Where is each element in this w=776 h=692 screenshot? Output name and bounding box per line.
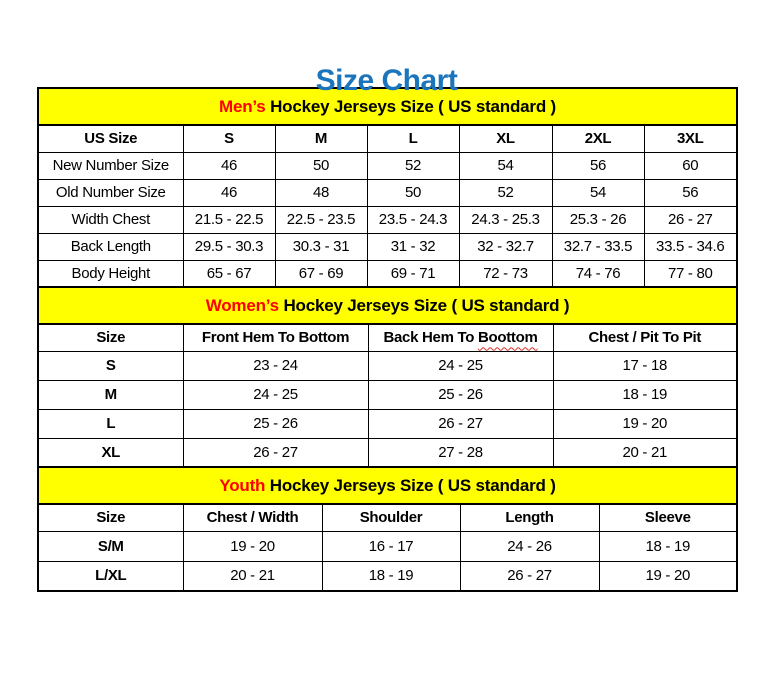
womens-value-cell: 17 - 18 xyxy=(553,351,737,380)
youth-col-header: Shoulder xyxy=(322,504,460,531)
mens-value-cell: 56 xyxy=(552,152,644,179)
mens-value-cell: 72 - 73 xyxy=(459,260,552,287)
mens-table xyxy=(37,87,738,288)
mens-value-cell: 22.5 - 23.5 xyxy=(275,206,367,233)
youth-value-cell: 26 - 27 xyxy=(460,561,599,591)
youth-value-cell: 20 - 21 xyxy=(183,561,322,591)
mens-value-cell: 54 xyxy=(459,152,552,179)
mens-row-label: Back Length xyxy=(38,233,183,260)
youth-col-header: Length xyxy=(460,504,599,531)
mens-value-cell: 48 xyxy=(275,179,367,206)
mens-value-cell: 24.3 - 25.3 xyxy=(459,206,552,233)
mens-value-cell: 67 - 69 xyxy=(275,260,367,287)
mens-value-cell: 56 xyxy=(644,179,737,206)
mens-value-cell: 54 xyxy=(552,179,644,206)
youth-value-cell: 16 - 17 xyxy=(322,531,460,561)
youth-col-header: Sleeve xyxy=(599,504,737,531)
womens-value-cell: 19 - 20 xyxy=(553,409,737,438)
mens-value-cell: 77 - 80 xyxy=(644,260,737,287)
womens-value-cell: 24 - 25 xyxy=(183,380,368,409)
womens-table-row xyxy=(38,380,737,409)
size-chart-page xyxy=(37,0,736,592)
mens-table-row xyxy=(38,152,737,179)
mens-col-header: L xyxy=(367,125,459,152)
womens-col-header: Chest / Pit To Pit xyxy=(553,324,737,351)
mens-col-header: S xyxy=(183,125,275,152)
womens-col-header: Back Hem To Boottom xyxy=(368,324,553,351)
mens-value-cell: 46 xyxy=(183,179,275,206)
youth-value-cell: 19 - 20 xyxy=(183,531,322,561)
youth-col-header: Size xyxy=(38,504,183,531)
mens-table-row xyxy=(38,233,737,260)
mens-col-header: 3XL xyxy=(644,125,737,152)
youth-value-cell: 24 - 26 xyxy=(460,531,599,561)
mens-row-label: Width Chest xyxy=(38,206,183,233)
youth-row-label: L/XL xyxy=(38,561,183,591)
womens-value-cell: 18 - 19 xyxy=(553,380,737,409)
mens-table-row xyxy=(38,260,737,287)
womens-row-label: S xyxy=(38,351,183,380)
mens-value-cell: 46 xyxy=(183,152,275,179)
womens-table-row xyxy=(38,409,737,438)
mens-value-cell: 31 - 32 xyxy=(367,233,459,260)
mens-banner-text: Hockey Jerseys Size ( US standard ) xyxy=(265,96,556,116)
youth-table-row xyxy=(38,561,737,591)
mens-row-label: Old Number Size xyxy=(38,179,183,206)
mens-value-cell: 23.5 - 24.3 xyxy=(367,206,459,233)
mens-value-cell: 25.3 - 26 xyxy=(552,206,644,233)
mens-value-cell: 74 - 76 xyxy=(552,260,644,287)
womens-banner xyxy=(38,287,737,324)
mens-value-cell: 52 xyxy=(367,152,459,179)
mens-value-cell: 50 xyxy=(275,152,367,179)
womens-value-cell: 24 - 25 xyxy=(368,351,553,380)
womens-row-label: XL xyxy=(38,438,183,467)
mens-row-label: Body Height xyxy=(38,260,183,287)
mens-banner-highlight: Men’s xyxy=(219,96,266,116)
mens-row-label: New Number Size xyxy=(38,152,183,179)
womens-value-cell: 25 - 26 xyxy=(368,380,553,409)
youth-value-cell: 18 - 19 xyxy=(599,531,737,561)
youth-banner xyxy=(38,467,737,504)
youth-col-header: Chest / Width xyxy=(183,504,322,531)
youth-table xyxy=(37,466,738,592)
mens-value-cell: 29.5 - 30.3 xyxy=(183,233,275,260)
womens-value-cell: 26 - 27 xyxy=(183,438,368,467)
mens-table-row xyxy=(38,206,737,233)
mens-value-cell: 32.7 - 33.5 xyxy=(552,233,644,260)
womens-value-cell: 27 - 28 xyxy=(368,438,553,467)
mens-col-header: M xyxy=(275,125,367,152)
mens-value-cell: 21.5 - 22.5 xyxy=(183,206,275,233)
mens-value-cell: 60 xyxy=(644,152,737,179)
mens-value-cell: 26 - 27 xyxy=(644,206,737,233)
mens-col-header: XL xyxy=(459,125,552,152)
womens-banner-highlight: Women’s xyxy=(205,295,279,315)
womens-banner-text: Hockey Jerseys Size ( US standard ) xyxy=(278,295,570,315)
womens-col-header: Size xyxy=(38,324,183,351)
youth-table-row xyxy=(38,531,737,561)
page-title: Size Chart xyxy=(315,64,458,97)
womens-table-row xyxy=(38,438,737,467)
mens-value-cell: 50 xyxy=(367,179,459,206)
mens-value-cell: 52 xyxy=(459,179,552,206)
womens-row-label: L xyxy=(38,409,183,438)
mens-value-cell: 65 - 67 xyxy=(183,260,275,287)
youth-banner-text: Hockey Jerseys Size ( US standard ) xyxy=(265,475,556,495)
womens-value-cell: 23 - 24 xyxy=(183,351,368,380)
youth-banner-highlight: Youth xyxy=(219,475,266,495)
womens-table xyxy=(37,286,738,468)
womens-table-row xyxy=(38,351,737,380)
womens-col-header: Front Hem To Bottom xyxy=(183,324,368,351)
womens-row-label: M xyxy=(38,380,183,409)
mens-table-row xyxy=(38,179,737,206)
mens-value-cell: 69 - 71 xyxy=(367,260,459,287)
mens-col-header: 2XL xyxy=(552,125,644,152)
size-chart-tables xyxy=(37,87,736,592)
misspelled-word: Boottom xyxy=(477,329,538,347)
womens-value-cell: 20 - 21 xyxy=(553,438,737,467)
youth-row-label: S/M xyxy=(38,531,183,561)
youth-value-cell: 18 - 19 xyxy=(322,561,460,591)
womens-value-cell: 25 - 26 xyxy=(183,409,368,438)
mens-value-cell: 32 - 32.7 xyxy=(459,233,552,260)
mens-col-header: US Size xyxy=(38,125,183,152)
womens-value-cell: 26 - 27 xyxy=(368,409,553,438)
mens-value-cell: 33.5 - 34.6 xyxy=(644,233,737,260)
youth-value-cell: 19 - 20 xyxy=(599,561,737,591)
mens-value-cell: 30.3 - 31 xyxy=(275,233,367,260)
